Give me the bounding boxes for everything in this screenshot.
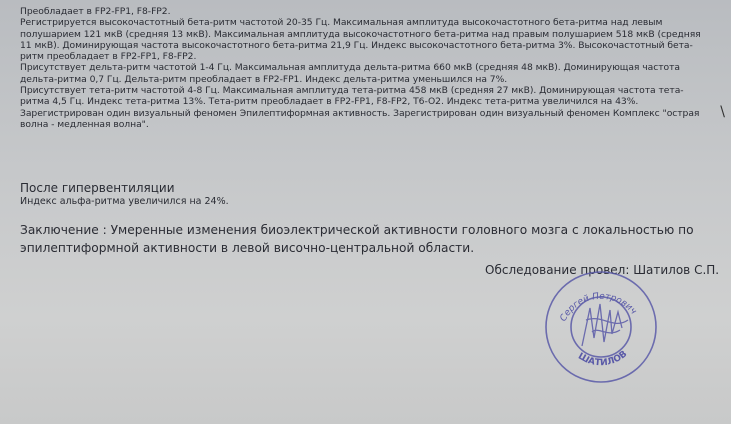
report-line: волна - медленная волна".	[20, 118, 149, 130]
conclusion-line: Заключение : Умеренные изменения биоэлектрической активности головного мозга с локальностью по	[20, 223, 694, 237]
report-line: Присутствует тета-ритм частотой 4-8 Гц. Максимальная амплитуда тета-ритма 458 мкВ (средняя 27 мкВ). Доминирующая частота тета-	[20, 85, 684, 97]
stamp-bottom-text: ШАТИЛОВ	[576, 349, 630, 369]
stamp-top-text: Сергей Петрович	[558, 291, 639, 324]
report-line: полушарием 121 мкВ (средняя 13 мкВ). Максимальная амплитуда высокочастотного бета-ритма над правым полушарием 518 мкВ (средняя	[20, 28, 701, 40]
round-stamp	[542, 268, 660, 386]
signature-scribble	[582, 304, 628, 346]
report-line: Регистрируется высокочастотный бета-ритм частотой 20-35 Гц. Максимальная амплитуда высокочастотного бета-ритма над левым	[20, 17, 663, 29]
report-line: ритма 4,5 Гц. Индекс тета-ритма 13%. Тета-ритм преобладает в FP2-FP1, F8-FP2, T6-O2. Индекс тета-ритма увеличился на 43%.	[20, 96, 639, 108]
hyperventilation-heading: После гипервентиляции	[20, 181, 175, 195]
examiner-line: Обследование провел: Шатилов С.П.	[485, 263, 720, 277]
conclusion	[20, 221, 710, 257]
report-line: дельта-ритма 0,7 Гц. Дельта-ритм преобладает в FP2-FP1. Индекс дельта-ритма уменьшился на 7%.	[20, 73, 508, 85]
eeg-findings	[20, 6, 720, 130]
report-line: Зарегистрирован один визуальный феномен Эпилептиформная активность. Зарегистрирован один визуальный феномен Комплекс "острая	[20, 107, 700, 119]
hyperventilation-text: Индекс альфа-ритма увеличился на 24%.	[20, 196, 229, 207]
margin-mark: \	[720, 104, 725, 120]
report-line: ритм преобладает в FP2-FP1, F8-FP2.	[20, 51, 197, 63]
report-line: Преобладает в FP2-FP1, F8-FP2.	[20, 6, 171, 17]
conclusion-line: эпилептиформной активности в левой височно-центральной области.	[20, 241, 475, 255]
report-line: 11 мкВ). Доминирующая частота высокочастотного бета-ритма 21,9 Гц. Индекс высокочастотного бета-ритма 3%. Высокочастотный бета-	[20, 39, 693, 51]
report-line: Присутствует дельта-ритм частотой 1-4 Гц. Максимальная амплитуда дельта-ритма 660 мкВ (средняя 48 мкВ). Доминирующая частота	[20, 62, 680, 74]
